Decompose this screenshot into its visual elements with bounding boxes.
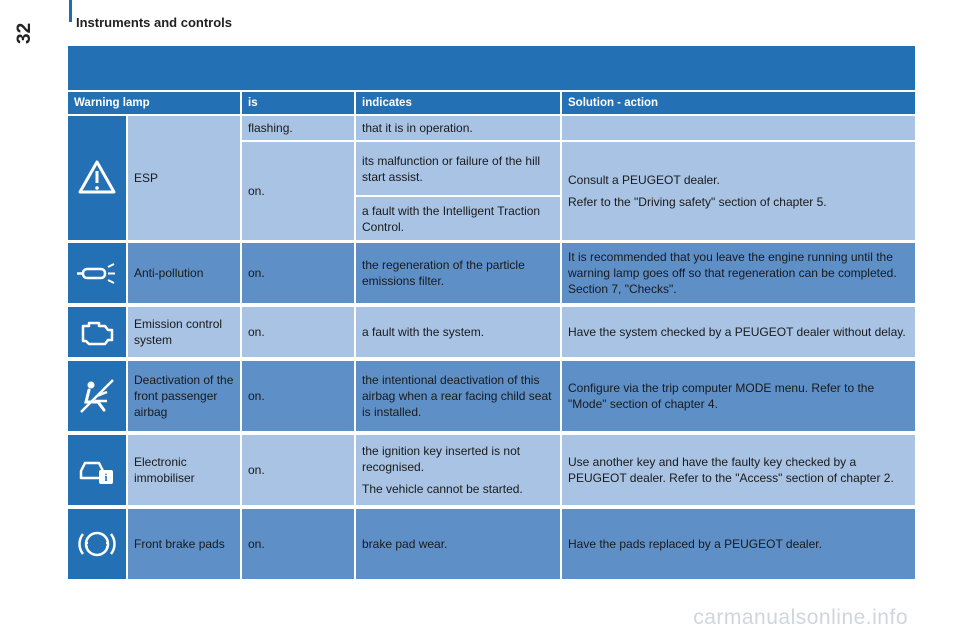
solution-action: Have the system checked by a PEUGEOT dealer without delay. [562,307,915,357]
solution-action [562,142,915,240]
lamp-state: on. [242,509,354,579]
side-accent-bar [69,0,72,22]
airbag-off-icon [68,361,126,431]
lamp-indication: a fault with the Intelligent Traction Control. [356,197,560,240]
header-warning-lamp: Warning lamp [68,92,240,114]
lamp-state: on. [242,361,354,431]
lamp-name: Anti-pollution [128,243,240,303]
lamp-indication: its malfunction or failure of the hill start assist. [356,142,560,195]
page-number: 32 [14,22,35,44]
table-banner [68,46,915,90]
lamp-state: on. [242,307,354,357]
solution-action: Have the pads replaced by a PEUGEOT dealer. [562,509,915,579]
lamp-state: on. [242,243,354,303]
solution-action: It is recommended that you leave the engine running until the warning lamp goes off so that regeneration can be completed. Section 7, "Checks". [562,243,915,303]
lamp-state: on. [242,435,354,505]
solution-action: Use another key and have the faulty key checked by a PEUGEOT dealer. Refer to the "Access" section of chapter 2. [562,435,915,505]
particle-filter-icon [68,243,126,303]
lamp-state: on. [242,142,354,240]
svg-text:i: i [104,472,108,484]
esp-warning-triangle-icon [68,116,126,240]
lamp-indication: a fault with the system. [356,307,560,357]
section-title: Instruments and controls [76,15,233,30]
watermark-footer: carmanualsonline.info [693,606,908,629]
lamp-name: Emission control system [128,307,240,357]
lamp-name: ESP [128,116,240,240]
indication-line: The vehicle cannot be started. [362,482,523,496]
solution-line: Refer to the "Driving safety" section of chapter 5. [568,195,827,209]
lamp-state: flashing. [242,116,354,140]
header-is: is [242,92,354,114]
solution-line: Consult a PEUGEOT dealer. [568,173,720,187]
lamp-indication: brake pad wear. [356,509,560,579]
lamp-indication: that it is in operation. [356,116,560,140]
engine-icon [68,307,126,357]
lamp-name: Electronic immobiliser [128,435,240,505]
header-indicates: indicates [356,92,560,114]
brake-pads-icon [68,509,126,579]
lamp-indication [356,435,560,505]
lamp-name: Front brake pads [128,509,240,579]
lamp-indication: the regeneration of the particle emissions filter. [356,243,560,303]
solution-action: Configure via the trip computer MODE menu. Refer to the "Mode" section of chapter 4. [562,361,915,431]
header-solution: Solution - action [562,92,915,114]
indication-line: the ignition key inserted is not recognised. [362,444,521,474]
solution-empty [562,116,915,140]
lamp-name: Deactivation of the front passenger airbag [128,361,240,431]
immobiliser-icon [68,435,126,505]
lamp-indication: the intentional deactivation of this airbag when a rear facing child seat is installed. [356,361,560,431]
